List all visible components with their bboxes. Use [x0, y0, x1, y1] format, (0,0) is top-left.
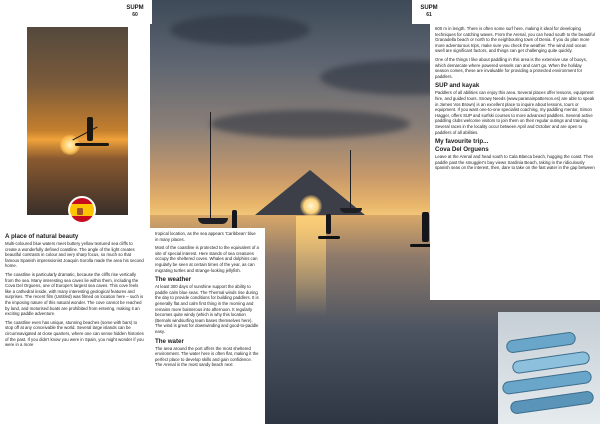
paragraph: The area around the port offers the most sheltered environment. The water here is often flat, making it the perfect place to develop skills and gain confidence. The Arenal is the most sandy beach next	[155, 345, 259, 368]
sailboat	[340, 208, 362, 213]
paddle	[72, 126, 97, 140]
article-column-1	[0, 228, 150, 424]
paddleboard	[75, 143, 109, 146]
paragraph: tropical location, as the sea appears 'Caribbean' blue in many places.	[155, 231, 256, 242]
article-column-3	[430, 0, 600, 300]
paragraph: The coastline is particularly dramatic, because the cliffs rise vertically from the sea. Many interesting sea caves lie within them, including the Cova Del Orguens, one of Europe's largest sea caves. This cove feels like a cathedral inside, with many interesting geological features and surprises. The recent film (Untitled) was filmed on location here – such is the imposing nature of this natural wonder. The cove cannot be reached by land, and motorised boats are prohibited from entering, making it an exciting paddle adventure.	[5, 271, 144, 317]
setting-sun	[300, 195, 322, 217]
magazine-logo: SUPM	[126, 5, 144, 11]
article-column-2	[150, 228, 265, 424]
paragraph: One of the things I like about paddling in this area is the extensive use of buoys, which demarcate where powered vessels can and can't go. When the holiday season comes, these are invaluable for providing a protected environment for paddlers.	[435, 56, 587, 79]
inset-paddleboarder-photo	[25, 25, 130, 217]
section-heading: The weather	[155, 276, 192, 284]
sailboat-mast	[210, 112, 211, 220]
sailboat	[198, 218, 228, 224]
kayak	[505, 331, 576, 354]
paragraph: Most of the coastline is protected to the equivalent of a site of special interest. Here stands of sea creatures occupy the sheltered coves. Whales and dolphins can regularly be seen at certain times of the year, as can migrating turtles and strange-looking jellyfish.	[155, 245, 259, 273]
paddleboard	[318, 236, 340, 239]
page-number: 61	[426, 12, 432, 18]
section-heading: A place of natural beauty	[5, 233, 79, 240]
page-number-badge-right	[412, 0, 446, 24]
coat-of-arms	[77, 208, 83, 215]
section-heading: The water	[155, 337, 184, 345]
cloud	[170, 15, 310, 45]
paddler-silhouette	[422, 212, 429, 242]
paragraph: At least 300 days of sunshine support the ability to paddle calm blue seas. The Thermal winds rise during the day to provide conditions for building paddlers. It is generally flat and calm first thing in the morning and remains more boisterous into afternoon. It regularly becomes quite windy (which is why this location (Bernals windsurfing team bases themselves here). The wind is great for downwinding and good-to-paddle easy.	[155, 284, 259, 334]
spain-flag-icon	[68, 196, 96, 224]
page-number: 60	[132, 12, 138, 18]
paddler-silhouette	[326, 214, 331, 234]
magazine-logo: SUPM	[420, 5, 438, 11]
paragraph: Multi-coloured blue waters meet buttery yellow textured sea cliffs to create a wonderfully defined coastline. The angle of the light creates beautiful contrasts in colour and very sharp focus, so much so that famous Spanish impressionist Joaquín Sorolla made the area his second home.	[5, 241, 144, 269]
page-number-badge-left	[118, 0, 152, 24]
section-heading: SUP and kayak	[435, 82, 480, 90]
section-subheading: Cova Del Orguens	[435, 146, 489, 154]
section-heading: My favourite trip...	[435, 138, 489, 146]
paddler-silhouette	[232, 210, 237, 230]
sailboat-mast	[350, 150, 351, 210]
paragraph: The coastline even has unique, stunning beaches (some with bars) to stop off at any conceivable the world. Several large islands can be circumnavigated at close quarters, where one can sense hidden histories of the past. If you didn't know you were in Spain, you might wonder if you were in a more	[5, 319, 144, 348]
cloud	[210, 110, 410, 138]
paragraph: Leave at the Arenal and head south to Cala Blanca beach, hugging the coast. Then paddle past the smuggler's bay views Sardinia Beach, taking in the ridiculously spanish seas on the interest, then, dare to take on the fast water in the gap between	[435, 154, 595, 171]
paragraph: Paddlers of all abilities can enjoy this area. Several places offer lessons, equipment hire, and guided tours. Snowy Needs (www.paranainpatterson.es) are able to speak in James Vos Brown) is an excellent place to inquire about lessons, tours or equipment. If you want one-to-one specialist coaching, my paddling mentor, Simon Hagger, offers SUP and surfski courses to more advanced paddlers. Several active paddling clubs welcome visitors to join them on their regular outings and training. Several races in the locality occur between April and October and are open to paddlers of all abilities.	[435, 90, 595, 135]
sun-reflection	[296, 216, 326, 316]
paragraph: 600 m in length. There is often some surf here, making it ideal for developing techniques for catching waves. From the Arenal, you can head south to the beautiful Granadella beach or north to the neighbouring town of Denia. If you do plan more more adventurous trips, make sure you check the weather. The wind and ocean swell are significant factors, and things can get challenging quite quickly.	[435, 26, 595, 54]
kayak	[510, 390, 595, 415]
kayaks-photo	[498, 312, 600, 424]
